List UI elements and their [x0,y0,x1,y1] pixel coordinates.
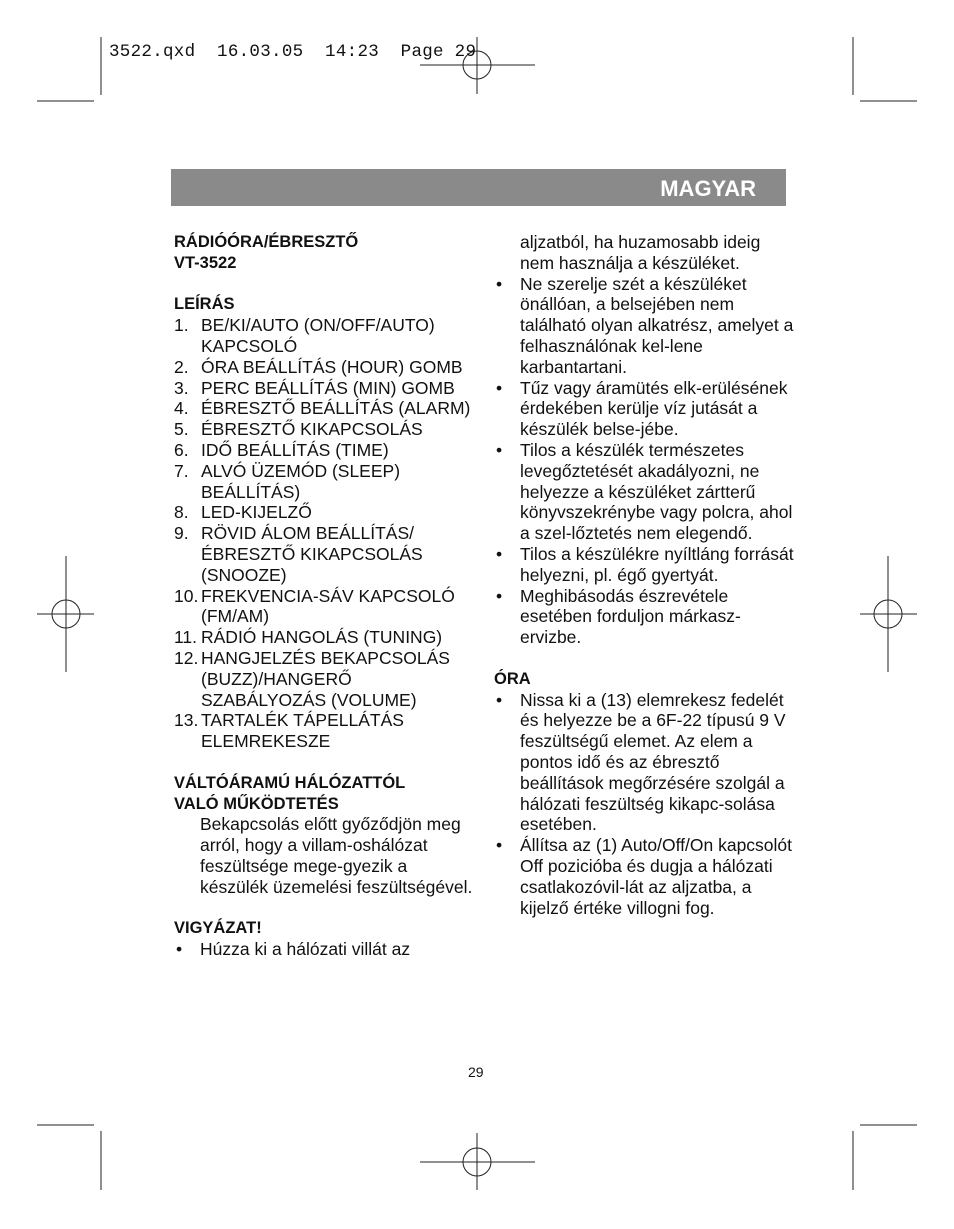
list-item: 3. PERC BEÁLLÍTÁS (MIN) GOMB [174,377,455,398]
ac-heading-line1: VÁLTÓÁRAMÚ HÁLÓZATTÓL [174,773,406,792]
print-slug: 3522.qxd 16.03.05 14:23 Page 29 [109,42,477,62]
list-item: • Ne szerelje szét a készüléket önállóan, a belsejében nem található olyan alkatrész, amelyet a felhasználónak kel-lene karbantartani. [496,273,794,377]
list-item: 8. LED-KIJELZŐ [174,502,312,523]
list-item: • Meghibásodás észrevétele esetében forduljon márkasz-ervizbe. [496,585,741,648]
product-model: VT-3522 [174,253,237,272]
list-item: • Tilos a készülék természetes levegőztetését akadályozni, ne helyezze a készüléket zártterű könyvszekrénybe vagy polcra, ahol a szel-lőztetés nem elegendő. [496,439,793,544]
clock-heading: ÓRA [494,669,531,688]
left-column [174,232,474,960]
list-item: 4. ÉBRESZTŐ BEÁLLÍTÁS (ALARM) [174,398,471,419]
language-label: MAGYAR [660,176,756,201]
list-item: 1. BE/KI/AUTO (ON/OFF/AUTO) KAPCSOLÓ [174,315,435,356]
safety-list [494,274,794,648]
list-item: 6. IDŐ BEÁLLÍTÁS (TIME) [174,439,389,460]
list-item: • Állítsa az (1) Auto/Off/On kapcsolót Off pozicióba és dugja a hálózati csatlakozóvil-lát az aljzatba, a kijelző értéke villogni fog. [496,835,793,918]
list-item: 7. ALVÓ ÜZEMÓD (SLEEP) BEÁLLÍTÁS) [174,460,401,502]
list-item: • Nissa ki a (13) elemrekesz fedelét és helyezze be a 6F-22 típusú 9 V feszültségű elemet. Az elem a pontos idő és az ébresztő beállítások megőrzésére szolgál a hálózati feszültség kikapc-solása esetében. [496,689,786,835]
list-item: • Tilos a készülékre nyíltláng forrását helyezni, pl. égő gyertyát. [496,543,794,585]
page-number: 29 [468,1064,484,1080]
clock-list [494,690,794,919]
list-item: 9. RÖVID ÁLOM BEÁLLÍTÁS/ÉBRESZTŐ KIKAPCSOLÁS (SNOOZE) [174,523,423,585]
list-item: • Húzza ki a hálózati villát az [176,939,411,960]
list-item: 12. HANGJELZÉS BEKAPCSOLÁS (BUZZ)/HANGERŐ SZABÁLYOZÁS (VOLUME) [174,647,450,710]
right-column [494,232,794,918]
list-item: • Tűz vagy áramütés elk-erülésének érdekében kerülje víz jutását a készülék belse-jébe. [496,377,788,440]
warning-list [174,939,474,960]
ac-paragraph: Bekapcsolás előtt győződjön meg arról, hogy a villam-oshálózat feszültsége mege-gyezik a készülék üzemelési feszültségével. [200,814,473,897]
list-item: 13. TARTALÉK TÁPELLÁTÁS ELEMREKESZE [174,710,404,752]
list-item: 5. ÉBRESZTŐ KIKAPCSOLÁS [174,419,423,440]
description-heading: LEÍRÁS [174,295,235,314]
product-title: RÁDIÓÓRA/ÉBRESZTŐ [174,233,359,251]
parts-list [174,315,474,752]
list-item: 2. ÓRA BEÁLLÍTÁS (HOUR) GOMB [174,356,463,377]
continued-text: aljzatból, ha huzamosabb ideig nem használja a készüléket. [520,232,761,273]
ac-heading-line2: VALÓ MŰKÖDTETÉS [174,794,339,813]
language-header [171,169,786,206]
list-item: 10. FREKVENCIA-SÁV KAPCSOLÓ (FM/AM) [174,585,455,627]
list-item: 11. RÁDIÓ HANGOLÁS (TUNING) [174,627,443,648]
warning-heading: VIGYÁZAT! [174,919,262,938]
